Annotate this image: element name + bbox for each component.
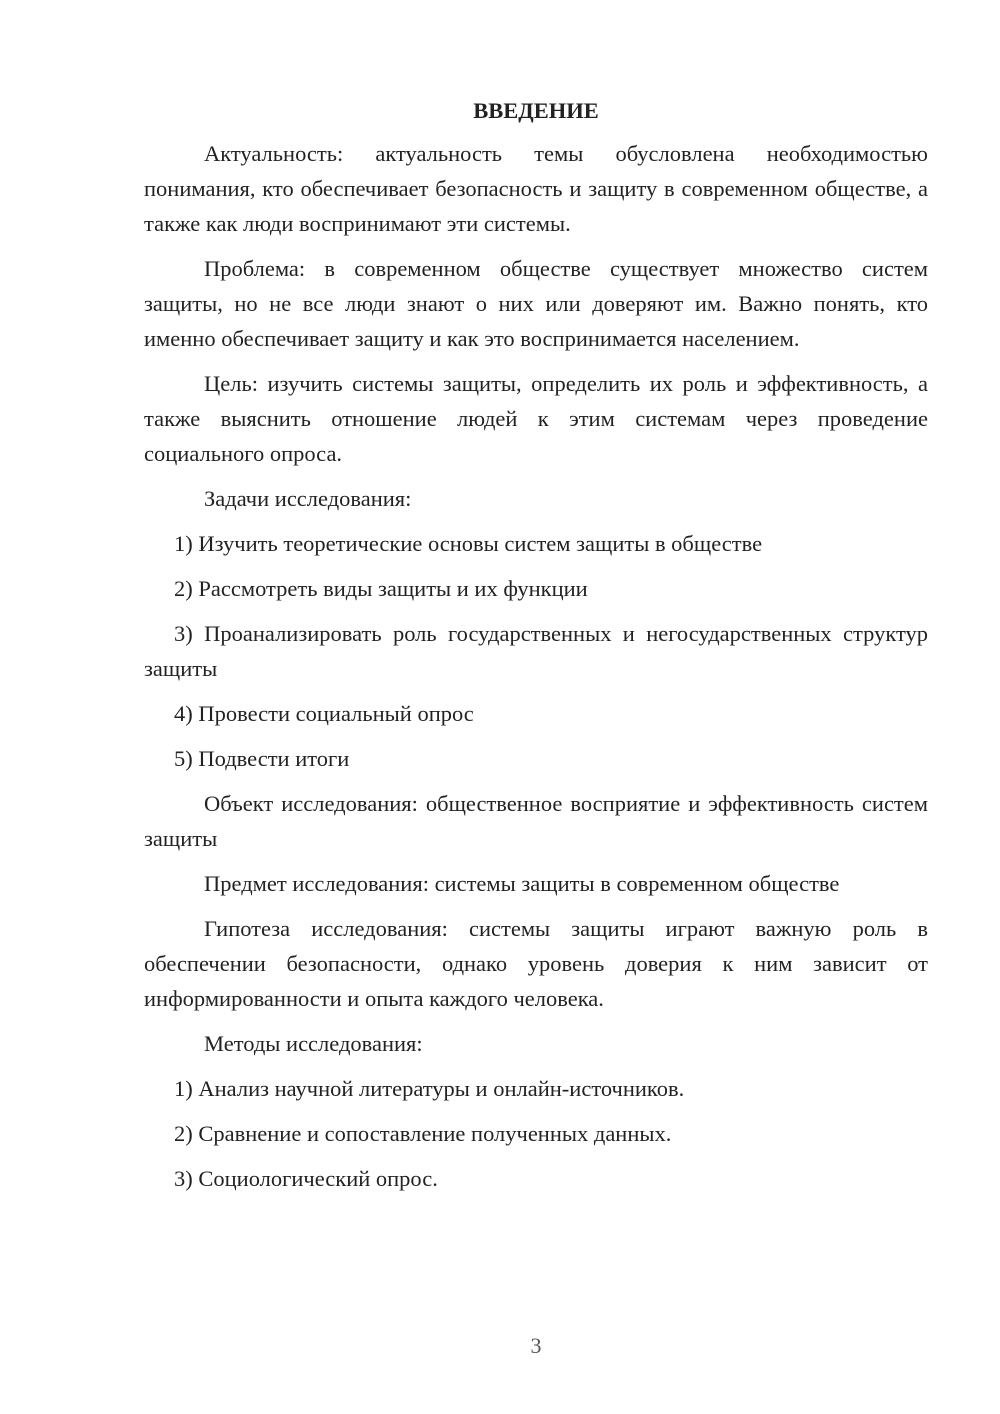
task-item: 1) Изучить теоретические основы систем защиты в обществе (174, 531, 763, 556)
task-item: 5) Подвести итоги (174, 746, 350, 771)
task-item: 4) Провести социальный опрос (174, 701, 474, 726)
method-item: 1) Анализ научной литературы и онлайн-источников. (174, 1076, 685, 1101)
page-number: 3 (530, 1333, 542, 1358)
object-paragraph: Объект исследования: общественное восприятие и эффективность систем защиты (144, 791, 928, 851)
tasks-heading: Задачи исследования: (204, 486, 412, 511)
methods-heading: Методы исследования: (204, 1031, 423, 1056)
relevance-paragraph: Актуальность: актуальность темы обусловлена необходимостью понимания, кто обеспечивает безопасность и защиту в современном обществе, а также как люди воспринимают эти системы. (144, 141, 928, 236)
subject-paragraph: Предмет исследования: системы защиты в современном обществе (204, 871, 840, 896)
goal-paragraph: Цель: изучить системы защиты, определить их роль и эффективность, а также выяснить отношение людей к этим системам через проведение социального опроса. (144, 371, 928, 466)
task-item: 2) Рассмотреть виды защиты и их функции (174, 576, 588, 601)
hypothesis-paragraph: Гипотеза исследования: системы защиты играют важную роль в обеспечении безопасности, однако уровень доверия к ним зависит от информированности и опыта каждого человека. (144, 916, 928, 1011)
method-item: 3) Социологический опрос. (174, 1166, 438, 1191)
document-body (144, 96, 928, 1206)
task-item: 3) Проанализировать роль государственных и негосударственных структур защиты (144, 621, 928, 681)
page-title: ВВЕДЕНИЕ (473, 98, 599, 123)
problem-paragraph: Проблема: в современном обществе существует множество систем защиты, но не все люди знают о них или доверяют им. Важно понять, кто именно обеспечивает защиту и как это воспринимается населением. (144, 256, 928, 351)
method-item: 2) Сравнение и сопоставление полученных данных. (174, 1121, 672, 1146)
